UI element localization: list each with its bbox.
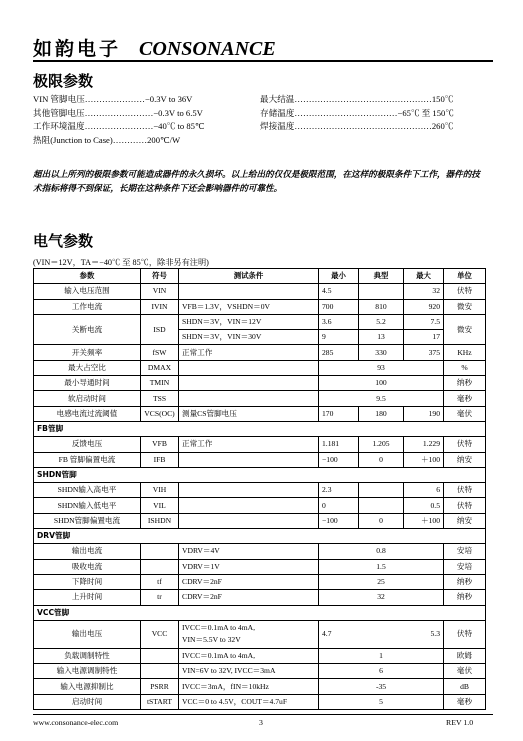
cell: 1.5 — [319, 559, 444, 574]
cell: 伏特 — [444, 284, 486, 299]
cell: 输出电压 — [34, 620, 141, 648]
cell: 输入电源抑制比 — [34, 679, 141, 694]
footer-rule — [33, 714, 493, 715]
col-header: 符号 — [141, 269, 179, 284]
cell: 正常工作 — [179, 437, 319, 452]
cell: 17 — [404, 330, 444, 345]
cell: SHDN管脚偏置电流 — [34, 513, 141, 528]
cell: 285 — [319, 345, 359, 360]
table-row — [34, 284, 486, 299]
header-rule — [33, 60, 493, 62]
cell: 0 — [359, 452, 404, 467]
cell — [179, 513, 319, 528]
col-header: 单位 — [444, 269, 486, 284]
cell: VDRV＝4V — [179, 544, 319, 559]
cell — [179, 360, 319, 375]
cell: fSW — [141, 345, 179, 360]
cell: 伏特 — [444, 483, 486, 498]
section-label: DRV管脚 — [34, 529, 486, 544]
cell: 7.5 — [404, 314, 444, 329]
cell: SHDN＝3V，VIN＝30V — [179, 330, 319, 345]
cell: 0 — [319, 498, 359, 513]
cell: % — [444, 360, 486, 375]
cell: IVIN — [141, 299, 179, 314]
cond-line: VIN＝5.5V to 32V — [182, 635, 241, 645]
cell — [179, 498, 319, 513]
abs-max-left-list — [33, 93, 205, 147]
spec-line: 最大结温…………………………………………150℃ — [260, 94, 454, 104]
cell: 25 — [319, 574, 444, 589]
cell: 5.2 — [359, 314, 404, 329]
cell: 微安 — [444, 299, 486, 314]
cell: tSTART — [141, 694, 179, 709]
cell: VCS(OC) — [141, 406, 179, 421]
cell: VIN=6V to 32V, IVCC＝3mA — [179, 664, 319, 679]
cell: 安培 — [444, 559, 486, 574]
table-row — [34, 574, 486, 589]
table-row — [34, 679, 486, 694]
cell: −100 — [319, 452, 359, 467]
cell: 毫秒 — [444, 694, 486, 709]
cell: 毫秒 — [444, 391, 486, 406]
cell — [179, 284, 319, 299]
cell: 反馈电压 — [34, 437, 141, 452]
col-header: 最大 — [404, 269, 444, 284]
cell: TSS — [141, 391, 179, 406]
cell: 伏特 — [444, 437, 486, 452]
cell: tr — [141, 590, 179, 605]
page-header — [33, 34, 276, 61]
cell: 375 — [404, 345, 444, 360]
spec-line: 其他管脚电压……………………−0.3V to 6.5V — [33, 107, 203, 118]
cell: 920 — [404, 299, 444, 314]
cell: 测量CS管脚电压 — [179, 406, 319, 421]
section-row — [34, 529, 486, 544]
section-row — [34, 605, 486, 620]
table-row — [34, 299, 486, 314]
cell: 最大占空比 — [34, 360, 141, 375]
cell: 810 — [359, 299, 404, 314]
table-row — [34, 559, 486, 574]
cell — [141, 664, 179, 679]
cell: 纳秒 — [444, 376, 486, 391]
table-row — [34, 376, 486, 391]
cell: 3.6 — [319, 314, 359, 329]
cell: 1.181 — [319, 437, 359, 452]
cell: 最小导通时间 — [34, 376, 141, 391]
cell — [179, 483, 319, 498]
table-row — [34, 498, 486, 513]
cell: 180 — [359, 406, 404, 421]
table-row — [34, 513, 486, 528]
spec-line: 工作环境温度……………………−40℃ to 85℃ — [33, 121, 205, 132]
cell: 下降时间 — [34, 574, 141, 589]
footer-url: www.consonance-elec.com — [33, 718, 119, 727]
cell — [179, 391, 319, 406]
logo-en: CONSONANCE — [139, 38, 276, 60]
cell: 4.5 — [319, 284, 359, 299]
cell: 6 — [319, 664, 444, 679]
cell: IFB — [141, 452, 179, 467]
cell: 开关频率 — [34, 345, 141, 360]
section-row — [34, 421, 486, 436]
footer-rev: REV 1.0 — [446, 718, 474, 727]
cell: 输入电源调制特性 — [34, 664, 141, 679]
table-row — [34, 452, 486, 467]
cell — [141, 544, 179, 559]
cell: 6 — [404, 483, 444, 498]
electrical-table — [33, 268, 486, 710]
cell: VIL — [141, 498, 179, 513]
cell: 100 — [319, 376, 444, 391]
abs-max-right-list — [260, 93, 454, 134]
cell: 欧姆 — [444, 648, 486, 663]
cell: 正常工作 — [179, 345, 319, 360]
cell: 负载调制特性 — [34, 648, 141, 663]
table-row — [34, 314, 486, 329]
cell: DMAX — [141, 360, 179, 375]
cell: 13 — [359, 330, 404, 345]
cell: 0.5 — [404, 498, 444, 513]
cell: 毫伏 — [444, 664, 486, 679]
table-row — [34, 648, 486, 663]
logo-cn: 如韵电子 — [33, 38, 122, 60]
cell: 1.229 — [404, 437, 444, 452]
cell — [179, 452, 319, 467]
cell: 工作电流 — [34, 299, 141, 314]
cell: SHDN＝3V，VIN＝12V — [179, 314, 319, 329]
cond-line: IVCC＝0.1mA to 4mA, — [182, 623, 255, 633]
cell: 毫伏 — [444, 406, 486, 421]
table-row — [34, 544, 486, 559]
cell: 9 — [319, 330, 359, 345]
cell: 微安 — [444, 314, 486, 345]
cell: 0 — [359, 513, 404, 528]
cell: 5 — [319, 694, 444, 709]
cell: tf — [141, 574, 179, 589]
abs-max-title: 极限参数 — [33, 72, 94, 90]
cell: VCC＝0 to 4.5V，COUT＝4.7uF — [179, 694, 319, 709]
cell: 190 — [404, 406, 444, 421]
cell: VDRV＝1V — [179, 559, 319, 574]
cell: 伏特 — [444, 498, 486, 513]
cell: VIH — [141, 483, 179, 498]
section-row — [34, 467, 486, 482]
spec-line: 存储温度………………………………−65℃ 至 150℃ — [260, 107, 454, 118]
cell — [359, 284, 404, 299]
cell: 93 — [319, 360, 444, 375]
cell: 软启动时间 — [34, 391, 141, 406]
cell: VFB — [141, 437, 179, 452]
cell: 关断电流 — [34, 314, 141, 345]
cell: 纳安 — [444, 452, 486, 467]
col-header: 典型 — [359, 269, 404, 284]
table-row — [34, 694, 486, 709]
cell — [359, 483, 404, 498]
elec-conditions: (VIN＝12V，TA＝−40℃ 至 85℃，除非另有注明) — [33, 258, 209, 267]
cell: 9.5 — [319, 391, 444, 406]
cell: PSRR — [141, 679, 179, 694]
section-label: SHDN管脚 — [34, 467, 486, 482]
col-header: 最小 — [319, 269, 359, 284]
cell: 上升时间 — [34, 590, 141, 605]
cell: IVCC＝3mA，fIN＝10kHz — [179, 679, 319, 694]
cell: 330 — [359, 345, 404, 360]
cell: 纳秒 — [444, 590, 486, 605]
table-row — [34, 620, 486, 648]
cell: 700 — [319, 299, 359, 314]
cell: SHDN输入高电平 — [34, 483, 141, 498]
cell: TMIN — [141, 376, 179, 391]
cell: 输出电流 — [34, 544, 141, 559]
cell: 32 — [319, 590, 444, 605]
cell: KHz — [444, 345, 486, 360]
cell: ＋100 — [404, 513, 444, 528]
cell: 伏特 — [444, 620, 486, 648]
cell: IVCC＝0.1mA to 4mA, — [179, 648, 319, 663]
spec-line: 热阻(Junction to Case)…………200℃/W — [33, 134, 181, 145]
cell — [141, 559, 179, 574]
cell: dB — [444, 679, 486, 694]
table-row — [34, 345, 486, 360]
cell: 0.8 — [319, 544, 444, 559]
col-header: 参数 — [34, 269, 141, 284]
table-row — [34, 664, 486, 679]
cell: 170 — [319, 406, 359, 421]
cell — [319, 620, 444, 648]
cell: ISD — [141, 314, 179, 345]
table-row — [34, 406, 486, 421]
cell: FB 管脚偏置电流 — [34, 452, 141, 467]
cell: −100 — [319, 513, 359, 528]
max-value: 5.3 — [430, 629, 440, 639]
cell: 1.205 — [359, 437, 404, 452]
cell — [179, 620, 319, 648]
cell: ＋100 — [404, 452, 444, 467]
elec-title: 电气参数 — [33, 232, 94, 250]
cell: 纳秒 — [444, 574, 486, 589]
cell: VCC — [141, 620, 179, 648]
cell: 2.3 — [319, 483, 359, 498]
cell: CDRV＝2nF — [179, 574, 319, 589]
cell: 输入电压范围 — [34, 284, 141, 299]
cell: 1 — [319, 648, 444, 663]
min-value: 4.7 — [322, 629, 332, 639]
table-row — [34, 360, 486, 375]
cell: 纳安 — [444, 513, 486, 528]
table-row — [34, 391, 486, 406]
cell: VFB＝1.3V，VSHDN＝0V — [179, 299, 319, 314]
cell: CDRV＝2nF — [179, 590, 319, 605]
section-label: FB管脚 — [34, 421, 486, 436]
cell: SHDN输入低电平 — [34, 498, 141, 513]
cell: ISHDN — [141, 513, 179, 528]
cell: -35 — [319, 679, 444, 694]
cell: 电感电流过流阈值 — [34, 406, 141, 421]
cell: VIN — [141, 284, 179, 299]
table-row — [34, 483, 486, 498]
footer-page: 3 — [259, 718, 263, 727]
spec-line: 焊接温度…………………………………………260℃ — [260, 121, 454, 132]
section-label: VCC管脚 — [34, 605, 486, 620]
cell: 启动时间 — [34, 694, 141, 709]
cell — [141, 648, 179, 663]
col-header: 测试条件 — [179, 269, 319, 284]
table-header — [34, 269, 486, 284]
table-row — [34, 590, 486, 605]
cell: 安培 — [444, 544, 486, 559]
cell: 吸收电流 — [34, 559, 141, 574]
cell — [179, 376, 319, 391]
table-row — [34, 437, 486, 452]
abs-max-warning: 超出以上所列的极限参数可能造成器件的永久损坏。以上给出的仅仅是极限范围，在这样的极限条件下工作，器件的技术指标将得不到保证，长期在这种条件下还会影响器件的可靠性。 — [33, 170, 480, 194]
cell — [359, 498, 404, 513]
spec-line: VIN 管脚电压…………………−0.3V to 36V — [33, 94, 193, 104]
cell: 32 — [404, 284, 444, 299]
